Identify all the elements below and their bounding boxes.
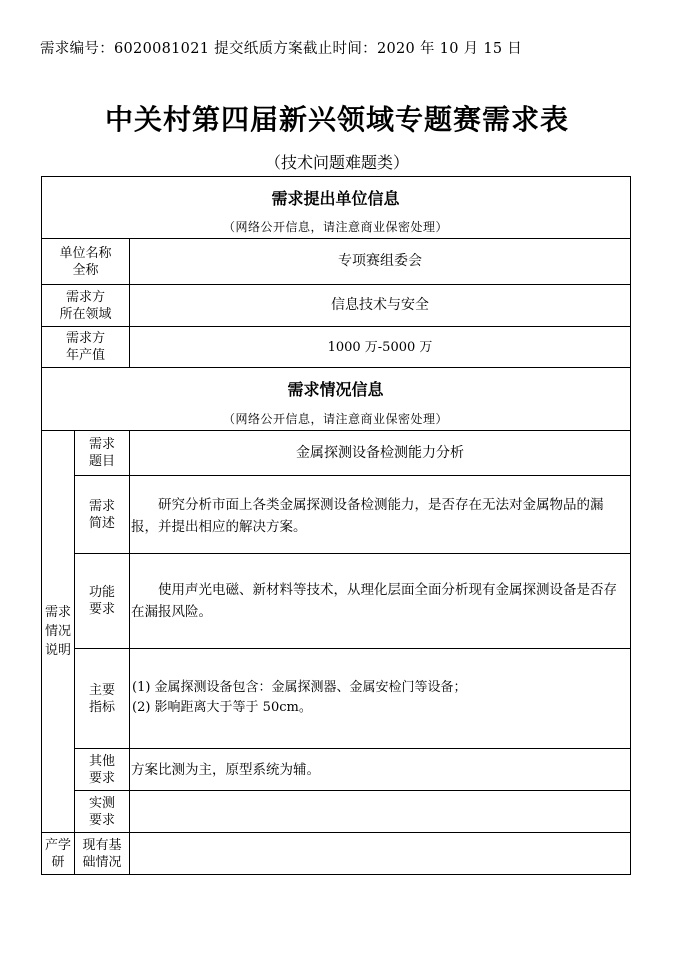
field-value: 信息技术与安全 — [331, 297, 429, 313]
function-value: 使用声光电磁、新材料等技术，从理化层面全面分析现有金属探测设备是否存在漏报风险。 — [131, 582, 617, 620]
brief-value: 研究分析市面上各类金属探测设备检测能力，是否存在无法对金属物品的漏报，并提出相应的解决方案。 — [131, 497, 604, 535]
metrics-value-line2: (2) 影响距离大于等于 50cm。 — [132, 700, 312, 715]
metrics-value-line1: (1) 金属探测设备包含：金属探测器、金属安检门等设备； — [132, 680, 467, 695]
function-label: 功能 要求 — [88, 585, 115, 617]
header-requirement-info: 需求编号：6020081021 提交纸质方案截止时间：2020 年 10 月 15 日 — [40, 41, 523, 57]
industry-group-label: 产学 研 — [44, 837, 71, 870]
page-subtitle: （技术问题难题类） — [264, 153, 409, 172]
unit-name-label: 单位名称 全称 — [59, 245, 112, 278]
existing-basis-label: 现有基 础情况 — [82, 837, 122, 870]
topic-label: 需求 题目 — [88, 437, 115, 469]
section1-title: 需求提出单位信息 — [271, 189, 400, 208]
page-title: 中关村第四届新兴领域专题赛需求表 — [104, 103, 569, 136]
other-label: 其他 要求 — [88, 753, 115, 786]
requirement-group-label: 需求 情况 说明 — [44, 605, 71, 658]
test-label: 实测 要求 — [88, 795, 115, 828]
annual-output-label: 需求方 年产值 — [65, 331, 105, 363]
other-value: 方案比测为主，原型系统为辅。 — [131, 762, 320, 778]
section2-title: 需求情况信息 — [287, 380, 384, 399]
metrics-label: 主要 指标 — [88, 682, 115, 715]
field-label: 需求方 所在领域 — [59, 289, 112, 322]
brief-label: 需求 简述 — [88, 498, 115, 531]
annual-output-value: 1000 万-5000 万 — [327, 339, 433, 355]
section2-note: （网络公开信息，请注意商业保密处理） — [222, 412, 448, 426]
metrics-value — [132, 678, 629, 718]
unit-name-value: 专项赛组委会 — [338, 253, 422, 269]
topic-value: 金属探测设备检测能力分析 — [296, 444, 464, 461]
section1-note: （网络公开信息，请注意商业保密处理） — [222, 220, 448, 234]
